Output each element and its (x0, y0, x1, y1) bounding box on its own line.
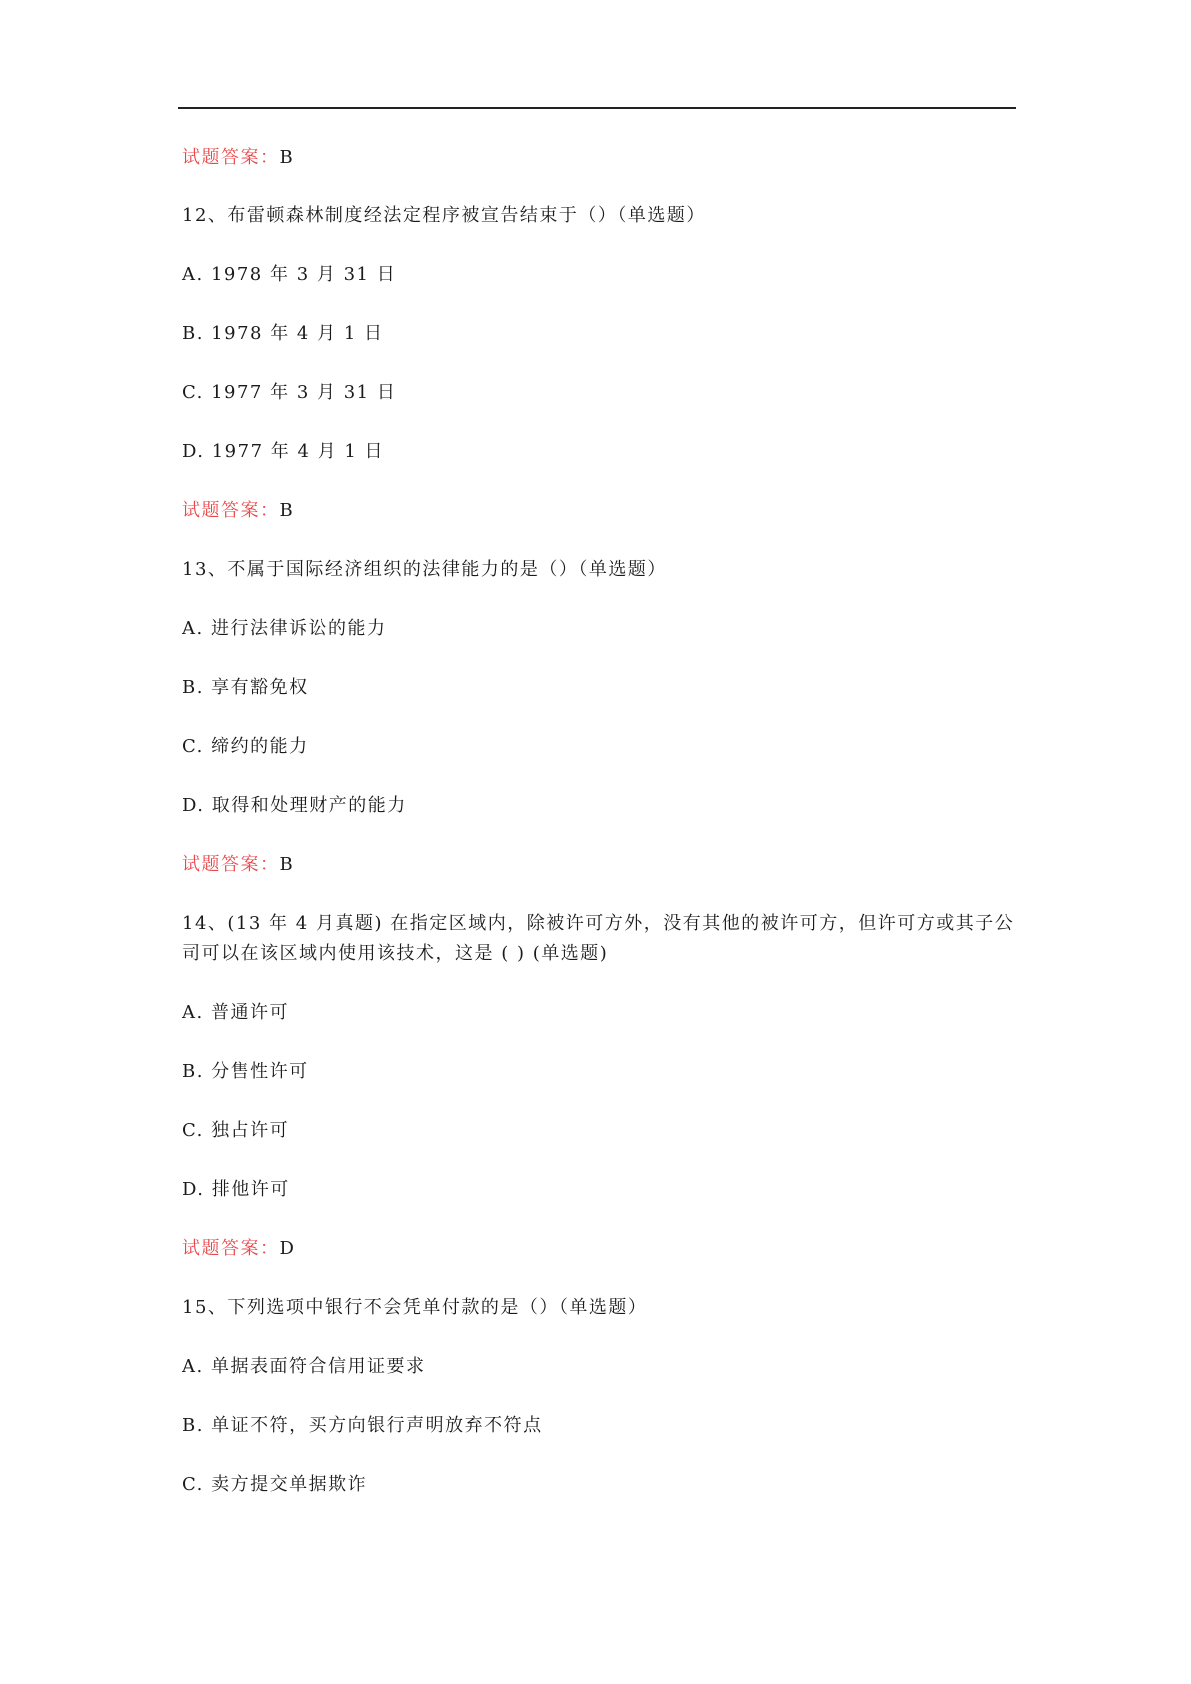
answer-label: 试题答案： (182, 147, 280, 168)
option-text: A. 单据表面符合信用证要求 (182, 1356, 426, 1377)
answer-label: 试题答案： (182, 1238, 280, 1259)
option-text: D. 1977 年 4 月 1 日 (182, 441, 385, 462)
option-text: C. 独占许可 (182, 1120, 290, 1141)
option-text: C. 1977 年 3 月 31 日 (182, 382, 397, 403)
answer-value: B (279, 854, 295, 875)
answer-line (182, 143, 294, 173)
option-text: D. 取得和处理财产的能力 (182, 795, 407, 816)
answer-line (182, 496, 294, 526)
answer-value: B (279, 500, 295, 521)
answer-line (182, 850, 294, 880)
option-text: B. 享有豁免权 (182, 677, 309, 698)
option-text: B. 单证不符，买方向银行声明放弃不符点 (182, 1415, 543, 1436)
option-text: A. 普通许可 (182, 1002, 289, 1023)
option-text: A. 进行法律诉讼的能力 (182, 618, 387, 639)
header-rule (178, 107, 1016, 109)
answer-line (182, 1234, 295, 1264)
option-text: B. 分售性许可 (182, 1061, 309, 1082)
option-text: B. 1978 年 4 月 1 日 (182, 323, 384, 344)
option-text: A. 1978 年 3 月 31 日 (182, 264, 397, 285)
question-text-continued: 司可以在该区域内使用该技术，这是 ( ) (单选题) (182, 943, 609, 964)
question-text: 13、不属于国际经济组织的法律能力的是（）（单选题） (182, 559, 667, 580)
option-text: C. 缔约的能力 (182, 736, 309, 757)
question-text: 14、(13 年 4 月真题) 在指定区域内，除被许可方外，没有其他的被许可方，但许可方或其子公 (182, 913, 1015, 934)
question-text: 12、布雷顿森林制度经法定程序被宣告结束于（）（单选题） (182, 205, 706, 226)
option-text: D. 排他许可 (182, 1179, 290, 1200)
answer-label: 试题答案： (182, 500, 280, 521)
answer-value: D (279, 1238, 296, 1259)
question-text: 15、下列选项中银行不会凭单付款的是（）（单选题） (182, 1297, 648, 1318)
answer-label: 试题答案： (182, 854, 280, 875)
answer-value: B (279, 147, 295, 168)
option-text: C. 卖方提交单据欺诈 (182, 1474, 368, 1495)
